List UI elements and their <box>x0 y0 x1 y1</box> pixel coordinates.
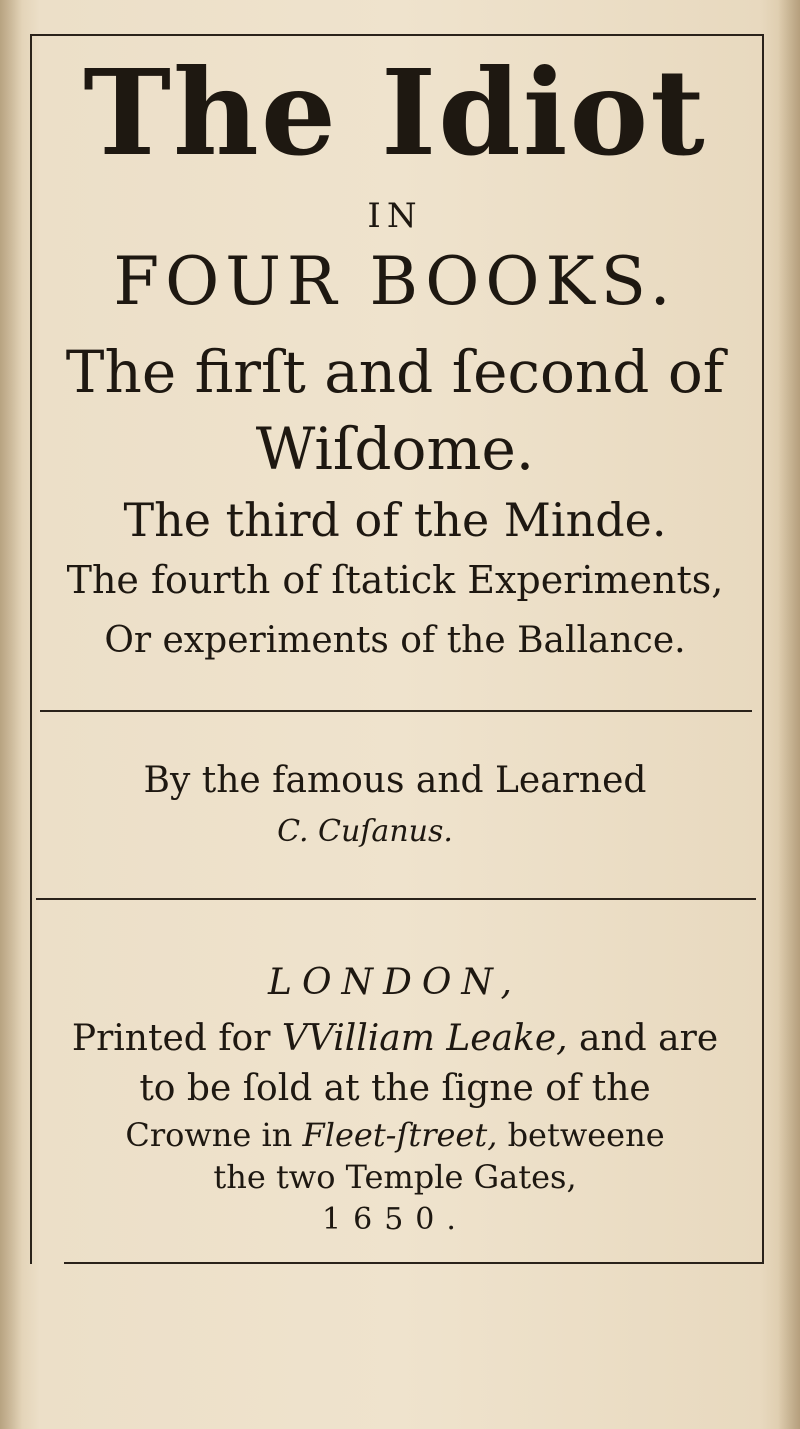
contents-wisdome: Wiſdome. <box>255 415 535 483</box>
contents-third: The third of the Minde. <box>123 493 667 547</box>
rule-top <box>32 34 762 36</box>
rule-bottom <box>64 1262 764 1264</box>
by-line: By the famous and Learned <box>143 760 647 801</box>
contents-fourth: The fourth of ſtatick Experiments, <box>66 558 724 602</box>
imprint-printed-for <box>30 1016 760 1062</box>
imprint-gates-line: the two Temple Gates, <box>213 1158 577 1196</box>
in-line: IN <box>367 196 423 236</box>
contents-first-second: The firſt and ſecond of <box>65 338 725 406</box>
rule-after-author <box>36 898 756 900</box>
page-edge-shadow-right <box>778 0 800 1429</box>
imprint-year: 1650. <box>322 1202 468 1237</box>
printed-for-prefix: Printed for <box>71 1018 282 1059</box>
imprint-city: LONDON, <box>268 962 522 1003</box>
crowne-street: Fleet-ſtreet, <box>302 1116 498 1154</box>
crowne-prefix: Crowne in <box>125 1116 303 1154</box>
imprint-sold-line: to be ſold at the ſigne of the <box>139 1068 651 1109</box>
author-name: C. Cuſanus. <box>277 814 453 849</box>
four-books-line: FOUR BOOKS. <box>113 243 677 320</box>
book-title: The Idiot <box>83 43 707 182</box>
imprint-crowne-line <box>30 1114 760 1156</box>
crowne-suffix: betweene <box>497 1116 665 1154</box>
page-edge-shadow-left <box>0 0 22 1429</box>
printed-for-suffix: and are <box>567 1018 719 1059</box>
printer-name: VVilliam Leake, <box>281 1018 568 1059</box>
rule-after-contents <box>40 710 752 712</box>
contents-or-ballance: Or experiments of the Ballance. <box>104 620 686 661</box>
